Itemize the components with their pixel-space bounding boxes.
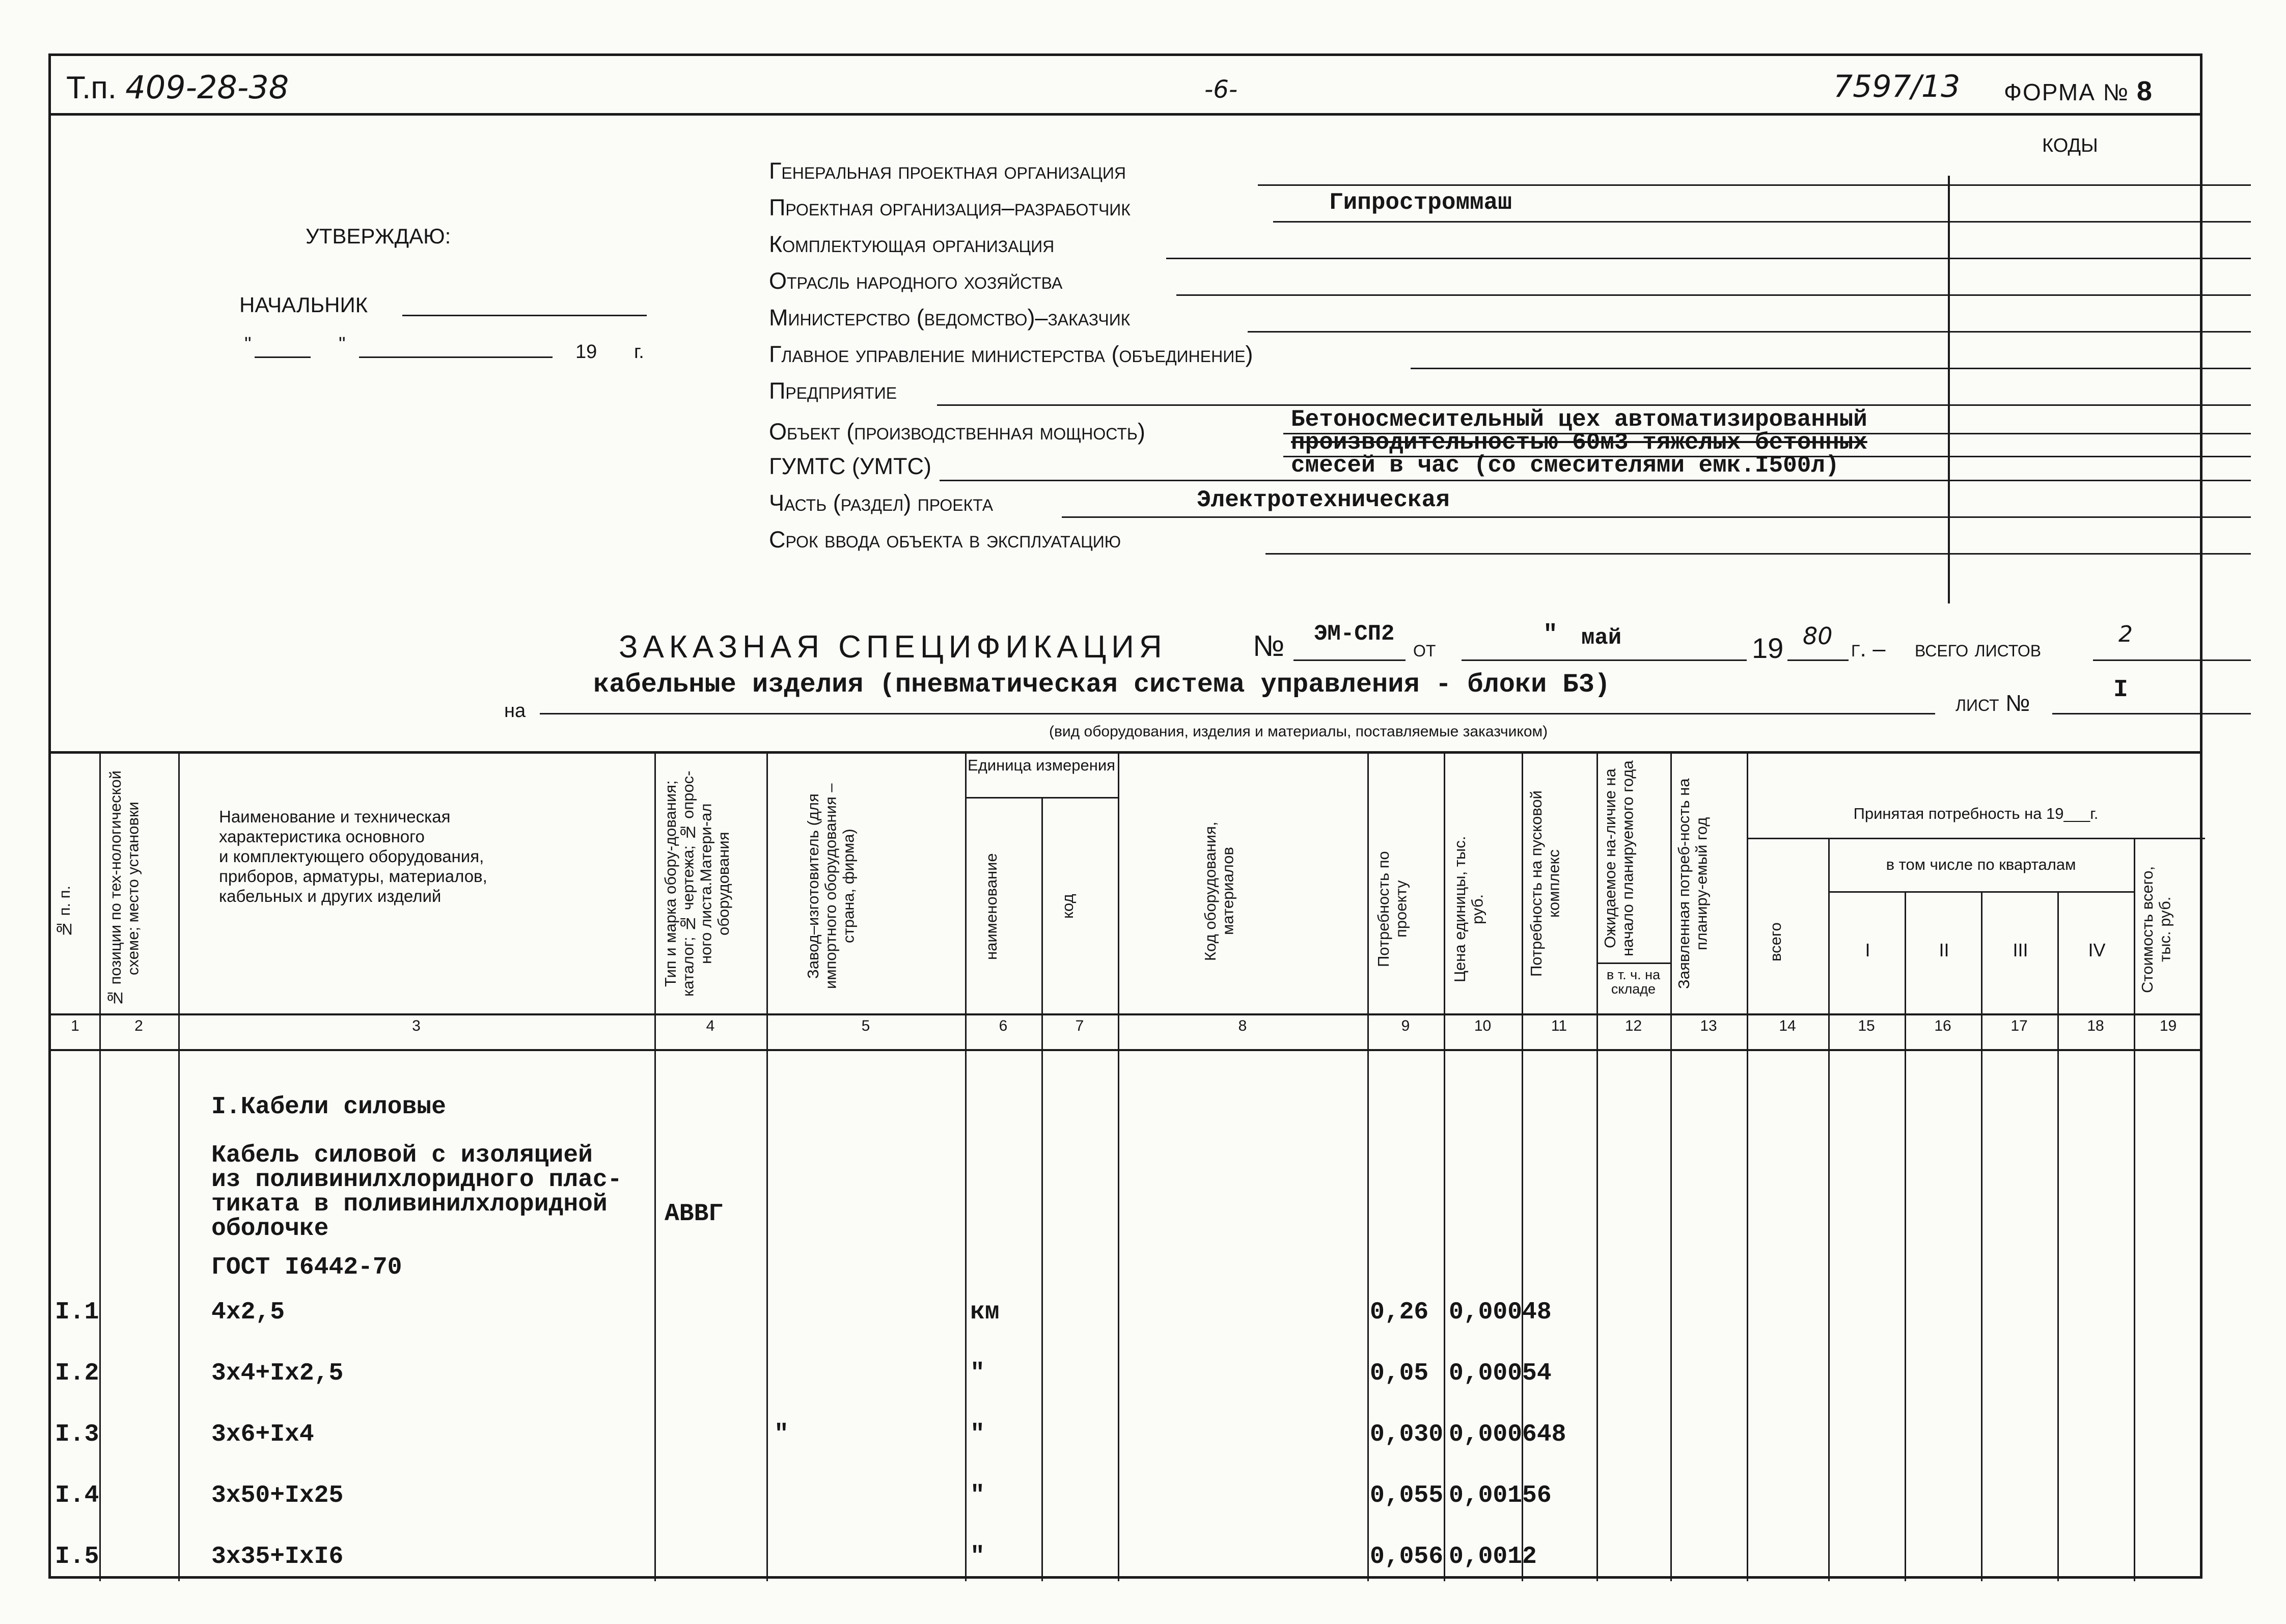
codes-label: КОДЫ [2042,135,2098,156]
approval-date [244,334,252,355]
col-number: 11 [1551,1017,1567,1034]
field-project-part-label: Часть (раздел) проекта [769,490,994,516]
col-number: 5 [861,1017,870,1034]
form-number-value: 8 [2136,76,2153,106]
col-divider-17 [2057,891,2059,1581]
field-general-org-label: Генеральная проектная организация [769,158,1126,184]
col12-sub-header: в т. ч. на складе [1606,967,1661,997]
date-year-suffix: г. [634,341,644,363]
spec-year-suffix: г. – [1851,636,1886,662]
table-row-need: 0,056 [1370,1543,1444,1571]
spec-year-value: 80 [1803,622,1833,650]
table-row-number: I.5 [55,1543,99,1571]
date-quote-close: " [339,334,346,355]
date-quote-open: " [244,334,252,355]
approval-chief [239,293,368,317]
field-design-org-line [1273,221,2251,223]
col-number: 8 [1238,1017,1247,1034]
col5-header: Завод–изготовитель (для импортного оборудования –страна, фирма) [804,783,858,989]
chief-signature-line [402,315,647,316]
col1-header: № п. п. [56,885,73,938]
col-number: 19 [2159,1017,2177,1034]
sheet-reference [66,69,289,106]
col-divider-9 [1444,751,1445,1581]
date-month-line [359,356,553,358]
col-number: 18 [2087,1017,2104,1034]
quarter-3-header: III [2013,940,2028,960]
sheet-ref-number: 409-28-38 [125,69,289,106]
field-gumts-label: ГУМТС (УМТС) [769,453,931,479]
col-divider-11 [1596,751,1598,1581]
form-number [2004,75,2153,107]
field-enterprise-line [937,404,2251,406]
field-industry-label: Отрасль народного хозяйства [769,268,1063,294]
table-row-need: 0,05 [1370,1360,1429,1387]
table-row-name: 3x4+Ix2,5 [211,1360,344,1387]
col-divider-7 [1118,751,1119,1581]
spec-from-label: от [1413,636,1436,662]
col19-header: Стоимость всего, тыс. руб. [2138,866,2174,993]
field-object-value-1: Бетоносмесительный цех автоматизированный [1291,406,1867,433]
col-number: 14 [1779,1017,1796,1034]
spec-caption: (вид оборудования, изделия и материалы, поставляемые заказчиком) [1049,723,1548,740]
col13-header: Заявленная потреб-ность на планиру-емый год [1675,778,1711,989]
inventory-number: 7597/13 [1833,69,1961,104]
col-divider-14 [1828,838,1830,1581]
field-ministry-label: Министерство (ведомство)–заказчик [769,305,1131,331]
sheet-ref-prefix: Т.п. [66,70,117,105]
spec-number-line [1293,659,1406,661]
spec-number: ЭМ-СП2 [1314,621,1395,647]
cable-standard: ГОСТ I6442-70 [211,1254,402,1281]
field-object-label: Объект (производственная мощность) [769,419,1145,445]
spec-subject: кабельные изделия (пневматическая система управления - блоки Б3) [593,670,1611,700]
section-title: I.Кабели силовые [211,1093,446,1121]
field-complect-org-label: Комплектующая организация [769,231,1055,257]
col6-header: наименование [982,853,1000,960]
col7-header: код [1059,894,1077,919]
table-row-need: 0,030 [1370,1421,1444,1448]
field-ministry-line [1248,331,2251,333]
table-row-unit: " [970,1543,985,1571]
field-design-org-label: Проектная организация–разработчик [769,195,1131,221]
col-divider-4 [766,751,768,1581]
col-divider-12 [1670,751,1672,1581]
col-divider-15 [1905,891,1906,1581]
header-rule [51,113,2200,116]
approval-title: УТВЕРЖДАЮ: [306,224,451,248]
col-number: 1 [71,1017,79,1034]
spec-title: ЗАКАЗНАЯ СПЕЦИФИКАЦИЯ [619,629,1167,665]
field-gumts-line [940,480,2251,481]
column-numbers-top [51,1013,2200,1015]
table-row-need: 0,055 [1370,1482,1444,1509]
accepted-group-rule [1747,838,2205,839]
quarter-2-header: II [1939,940,1949,960]
spec-date-day: " [1543,621,1558,649]
field-object-value-2: производительностью 60м3 тяжелых бетонных [1291,429,1867,456]
col8-header: Код оборудования, материалов [1201,821,1237,961]
table-row-name: 3x35+IxI6 [211,1543,344,1571]
col-number: 17 [2010,1017,2028,1034]
spec-sheet-label: лист № [1956,690,2030,716]
table-row-name: 4x2,5 [211,1299,285,1326]
table-row-unit: км [970,1299,1000,1326]
field-enterprise-label: Предприятие [769,378,897,404]
spec-total-sheets-label: всего листов [1915,636,2042,662]
table-row-need: 0,26 [1370,1299,1429,1326]
col-number: 15 [1858,1017,1875,1034]
col3-header: Наименование и техническая характеристика основного и комплектующего оборудования, приборов, арматуры, материалов, кабельных и других изделий [219,807,487,905]
table-row-number: I.4 [55,1482,99,1509]
form-label: ФОРМА № [2004,79,2130,105]
quarter-group-header: в том числе по кварталам [1886,856,2076,873]
specification-sheet [48,53,2202,1579]
cable-description: Кабель силовой с изоляцией из поливинилхлоридного плас- тиката в поливинилхлоридной оболочке [211,1142,622,1243]
spec-date-line [1462,659,1747,661]
col-divider-16 [1981,891,1982,1581]
col14-header: всего [1767,922,1784,962]
table-row-number: I.1 [55,1299,99,1326]
field-commissioning-line [1265,553,2251,555]
spec-year-prefix: 19 [1752,632,1784,664]
field-design-org-value: Гипростроммаш [1329,189,1512,216]
page-number: -6- [1204,75,1238,104]
table-row-name: 3x6+Ix4 [211,1421,314,1448]
table-row-price: 0,0012 [1449,1543,1537,1571]
col4-header: Тип и марка обору-дования; каталог; № чертежа; № опрос-ного листа.Матери-ал оборудования [662,770,733,997]
field-commissioning-label: Срок ввода объекта в эксплуатацию [769,527,1121,553]
table-row-unit: " [970,1360,985,1387]
spec-total-sheets-line [2093,659,2251,661]
table-row-number: I.2 [55,1360,99,1387]
col-number: 3 [412,1017,421,1034]
field-industry-line [1176,294,2251,296]
cable-type: АВВГ [665,1200,724,1228]
col-number: 7 [1075,1017,1084,1034]
quarter-group-rule [1828,891,2134,893]
date-day-line [255,356,311,358]
col-number: 2 [134,1017,143,1034]
table-row-price: 0,00054 [1449,1360,1552,1387]
table-row-unit: " [970,1421,985,1448]
stock-sub-rule [1596,962,1670,964]
spec-sheet-line [2052,713,2251,714]
col-divider-10 [1522,751,1523,1581]
spec-date-month: май [1581,625,1622,651]
field-project-part-value: Электротехническая [1197,487,1450,513]
col-number: 10 [1474,1017,1492,1034]
col12-header: Ожидаемое на-личие на начало планируемого года [1601,760,1637,956]
unit-group-header: Единица измерения [968,756,1115,774]
col-number: 12 [1624,1017,1642,1034]
table-row-price: 0,00156 [1449,1482,1552,1509]
field-project-part-line [1062,516,2251,518]
table-row-maker: " [774,1421,789,1448]
spec-sheet-number: I [2113,676,2128,704]
table-row-name: 3x50+Ix25 [211,1482,344,1509]
col-divider-13 [1747,751,1748,1581]
col9-header: Потребность по проекту [1374,851,1410,967]
col-divider-1 [99,751,101,1581]
column-numbers-bottom [51,1049,2200,1051]
quarter-1-header: I [1865,940,1870,960]
table-row-unit: " [970,1482,985,1509]
table-row-number: I.3 [55,1421,99,1448]
col-divider-3 [654,751,656,1581]
col10-header: Цена единицы, тыс. руб. [1451,836,1486,982]
table-top-border [51,751,2200,754]
field-main-dept-line [1411,368,2251,369]
col-number: 4 [706,1017,715,1034]
col-number: 16 [1934,1017,1951,1034]
accepted-group-header: Принятая потребность на 19___г. [1853,805,2099,822]
unit-group-rule [965,797,1118,799]
chief-label: НАЧАЛЬНИК [239,293,368,317]
col2-header: № позиции по тех-нологической схеме; место установки [106,770,142,1007]
col-divider-5 [965,751,967,1581]
spec-na-label: на [504,700,526,722]
field-complect-org-line [1166,258,2251,259]
col-divider-6 [1041,797,1043,1581]
field-general-org-line [1258,184,2251,186]
spec-number-label: № [1253,629,1285,663]
field-gumts-value: смесей в час (со смесителями емк.I500л) [1291,452,1839,479]
col-number: 9 [1401,1017,1410,1034]
spec-year-line [1787,659,1849,661]
table-row-price: 0,00048 [1449,1299,1552,1326]
col11-header: Потребность на пусковой комплекс [1527,790,1563,977]
quarter-4-header: IV [2088,940,2106,960]
col-number: 13 [1700,1017,1717,1034]
field-main-dept-label: Главное управление министерства (объединение) [769,341,1253,367]
col-number: 6 [999,1017,1008,1034]
col-divider-18 [2134,838,2135,1581]
spec-total-sheets: 2 [2118,621,2133,647]
codes-column-divider [1948,176,1950,603]
col-divider-2 [178,751,180,1581]
date-year-prefix: 19 [575,341,597,363]
table-row-price: 0,000648 [1449,1421,1566,1448]
col-divider-8 [1367,751,1369,1581]
spec-subject-line [540,713,1935,714]
